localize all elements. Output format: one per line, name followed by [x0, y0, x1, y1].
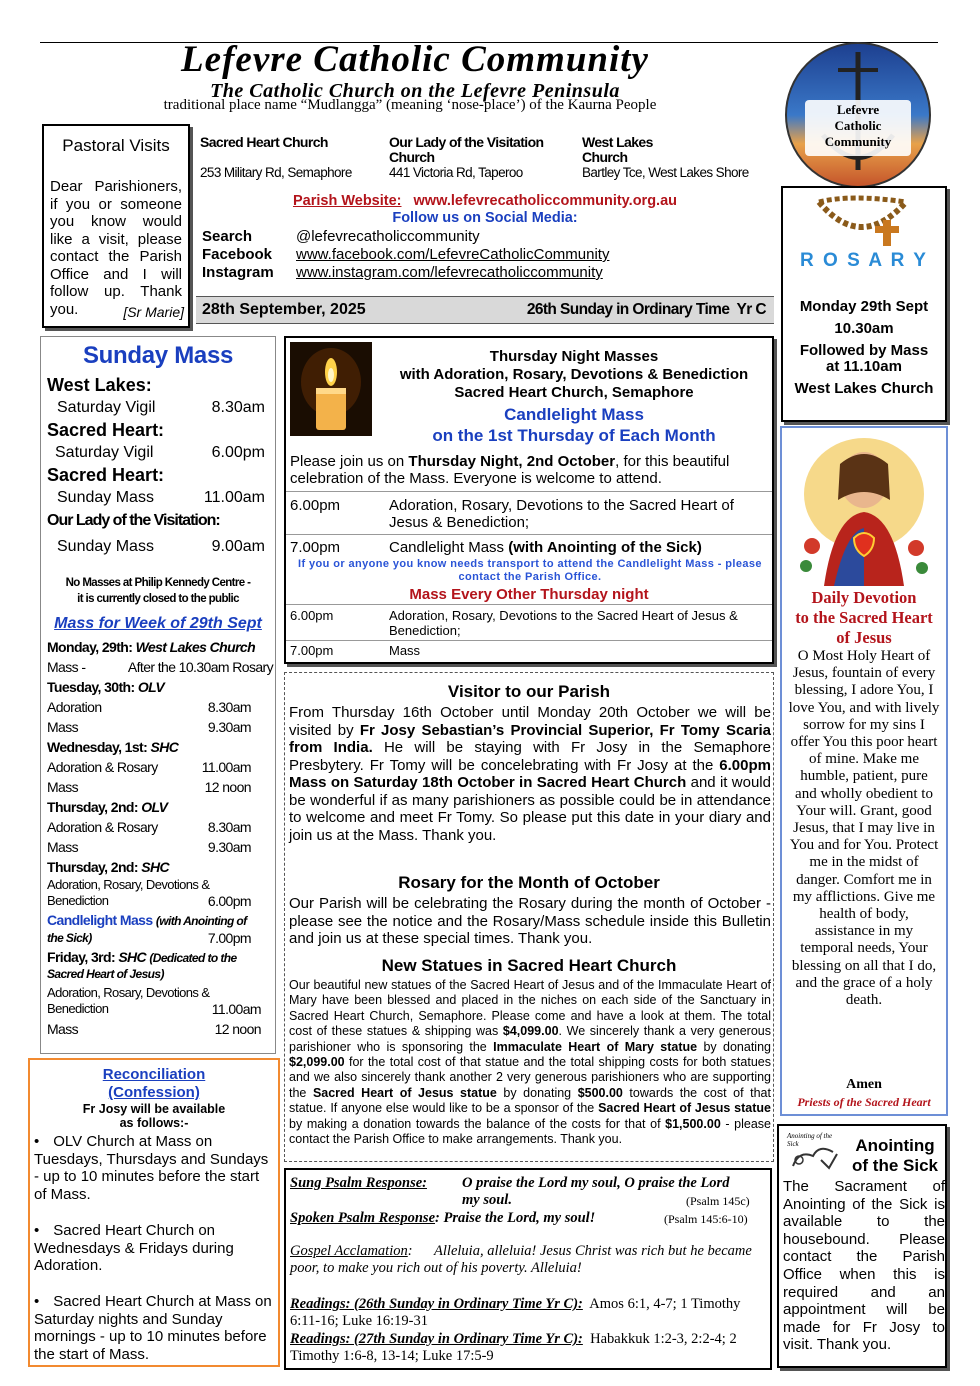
page-subtitle: The Catholic Church on the Lefevre Peninsula [210, 80, 620, 102]
week-row: Mass 9.30am [47, 839, 251, 855]
thu-time-3: 6.00pm [290, 608, 334, 623]
rosary-beads-icon [811, 192, 921, 252]
sacred-heart-image [794, 436, 934, 586]
anointing-body: The Sacrament of Anointing of the Sick is available to the housebound. Please contact the Parish Office when this is required and an appointment will be made for Fr Josy to visit. Thank you. [783, 1178, 945, 1354]
social-value-instagram[interactable]: www.instagram.com/lefevrecatholiccommunity [296, 264, 603, 281]
thu-every-other: Mass Every Other Thursday night [409, 586, 649, 603]
week-row: Adoration & Rosary 11.00am [47, 759, 251, 775]
week-row: Mass - After the 10.30am Rosary [47, 659, 273, 675]
week-row: Adoration, Rosary, Devotions & [47, 877, 210, 892]
week-title: Mass for Week of 29th Sept [54, 615, 262, 632]
thu-transport: If you or anyone you know needs transport to attend the Candlelight Mass - please contact the Parish Office. [298, 558, 762, 583]
reconciliation-avail-1: Fr Josy will be available [82, 1102, 226, 1116]
dateline-date: 28th September, 2025 [202, 301, 366, 318]
week-day-4: Thursday, 2nd: OLV [47, 799, 168, 815]
sunday-mass-title: Sunday Mass [82, 342, 234, 369]
statues-title: New Statues in Sacred Heart Church [381, 956, 677, 975]
reconciliation-item: • OLV Church at Mass on Tuesdays, Thursdays and Sundays - up to 10 minutes before the start of Mass. [34, 1133, 269, 1203]
week-row: Mass 12 noon [47, 1021, 261, 1037]
rosary-line-1: Monday 29th Sept [799, 298, 929, 315]
dateline-sunday: 26th Sunday in Ordinary Time Yr C [526, 301, 766, 318]
thu-sep-3 [286, 604, 772, 605]
sm-time-3: 11.00am [203, 489, 265, 506]
logo-word-2: Catholic [834, 118, 882, 133]
sung-psalm-row: Sung Psalm Response: O praise the Lord my soul, O praise the Lord [290, 1175, 730, 1191]
sm-place-4: Our Lady of the Visitation: [47, 512, 220, 529]
confession-title: (Confession) [108, 1084, 200, 1101]
reconciliation-item: • Sacred Heart Church at Mass on Saturday nights and Sunday mornings - up to 10 minutes before the start of Mass. [34, 1293, 272, 1363]
week-row: Mass 9.30am [47, 719, 251, 735]
thu-time-2: 7.00pm [290, 539, 341, 556]
rosary-title: R O S A R Y [800, 250, 928, 271]
sm-time-4: 9.00am [211, 538, 265, 555]
devotion-title-3: of Jesus [836, 628, 892, 647]
rosary-line-3: Followed by Mass [799, 342, 929, 359]
rosary-box [781, 186, 947, 422]
week-row: Adoration 8.30am [47, 699, 251, 715]
week-row: Adoration, Rosary, Devotions & [47, 985, 210, 1000]
social-value-search[interactable]: @lefevrecatholiccommunity [296, 228, 480, 245]
thu-desc-3: Adoration, Rosary, Devotions to the Sacred Heart of Jesus & Benediction; [389, 608, 738, 638]
rosary-line-2: 10.30am [834, 320, 894, 337]
sm-time-1: 8.30am [211, 399, 265, 416]
thu-h3: Sacred Heart Church, Semaphore [454, 384, 694, 401]
church-sacred-heart-addr: 253 Military Rd, Semaphore [200, 165, 352, 180]
thu-h1: Thursday Night Masses [489, 348, 659, 365]
week-day-5: Thursday, 2nd: SHC [47, 859, 169, 875]
church-olv-name: Our Lady of the Visitation Church [389, 134, 544, 165]
thu-time-1: 6.00pm [290, 497, 341, 514]
logo-word-1: Lefevre [836, 102, 880, 117]
sm-place-1: West Lakes: [47, 375, 152, 395]
devotion-title-2: to the Sacred Heart [795, 608, 933, 627]
readings-27: Readings: (27th Sunday in Ordinary Time Yr C): Habakkuk 1:2-3, 2:2-4; 2 Timothy 1:6-8, 13-14; Luke 17:5-9 [290, 1331, 741, 1364]
thu-sep-1 [286, 491, 772, 492]
reconciliation-box [28, 1058, 280, 1367]
week-day-6: Friday, 3rd: SHC (Dedicated to the [47, 949, 237, 965]
devotion-amen: Amen [846, 1077, 882, 1092]
reconciliation-item: • Sacred Heart Church on Wednesdays & Fridays during Adoration. [34, 1222, 234, 1274]
church-sacred-heart-name: Sacred Heart Church [200, 134, 328, 150]
statues-body: Our beautiful new statues of the Sacred Heart of Jesus and of the Immaculate Heart of Mary have been blessed and placed in the niches on each side of the Sanctuary in Sacred Heart Church, Semaphore. Please come and have a look at them. The total cost of these statues & shipping was $4,099.00. We sincerely thank a very generous parishioner who is sponsoring the Immaculate Heart of Mary statue by donating $2,099.00 for the total cost of that statue and the total shipping costs for both statues and we also sincerely thank another 2 very generous parishioners who are supporting the Sacred Heart of Jesus statue by donating $500.00 towards the cost of that statue. If anyone else would like to be a sponsor of the Sacred Heart of Jesus statue by making a donation towards the balance of the costs for that of $1,500.00 - please contact the Parish Office to make arrangements. Thank you. [289, 978, 771, 1147]
thursday-masses-box [284, 336, 774, 664]
page-tagline: traditional place name “Mudlangga” (meaning ‘nose-place’) of the Kaurna People [163, 97, 657, 113]
social-label-facebook: Facebook [202, 246, 273, 263]
thu-sep-2 [286, 534, 772, 535]
week-row: Sacred Heart of Jesus) [47, 967, 164, 981]
church-west-lakes-name: West Lakes Church [582, 134, 653, 165]
social-value-facebook[interactable]: www.facebook.com/LefevreCatholicCommunity [296, 246, 610, 263]
pastoral-visits-box [42, 124, 190, 328]
anointing-icon-text: Anointing of the Sick [787, 1132, 833, 1148]
week-day-2: Tuesday, 30th: OLV [47, 679, 165, 695]
pastoral-sign: [Sr Marie] [123, 304, 184, 320]
devotion-prayer: O Most Holy Heart of Jesus, fountain of every blessing, I adore You, I love You, and with lively sorrow for my sins I offer You this poor heart of mine. Make me humble, patient, pure and wholly obedient to Your will. Grant, good Jesus, that I may live in You and for You. Protect me in the midst of danger. Comfort me in my afflictions. Give me health of body, assistance in my temporal needs, Your blessing on all that I do, and the grace of a holy death. [788, 648, 940, 1009]
website-label: Parish Website: [292, 193, 402, 209]
sm-label-3: Sunday Mass [57, 489, 154, 506]
sm-place-3: Sacred Heart: [47, 465, 165, 485]
social-heading: Follow us on Social Media: [392, 210, 578, 226]
pastoral-title: Pastoral Visits [62, 136, 170, 155]
week-row: Benediction 11.00am [47, 1001, 261, 1017]
logo-word-3: Community [824, 134, 892, 149]
sm-note-1: No Masses at Philip Kennedy Centre - [65, 577, 251, 589]
sm-label-2: Saturday Vigil [55, 444, 154, 461]
church-west-lakes-addr: Bartley Tce, West Lakes Shore [582, 165, 749, 180]
readings-box [284, 1168, 772, 1370]
thu-desc-2: Candlelight Mass (with Anointing of the Sick) [389, 539, 702, 556]
dateline-bar [196, 296, 774, 324]
readings-26: Readings: (26th Sunday in Ordinary Time Yr C): Amos 6:1, 4-7; 1 Timothy 6:11-16; Luke 16:19-31 [290, 1296, 745, 1329]
page-title: Lefevre Catholic Community [181, 39, 649, 80]
social-label-search: Search [202, 228, 253, 245]
pastoral-body: Dear Parishioners, if you or someone you know would like a visit, please contact the Parish Office and I will follow up. Thank you. [50, 178, 182, 318]
devotion-credit: Priests of the Sacred Heart [797, 1095, 931, 1109]
notices-box [284, 672, 774, 1162]
gospel-acclamation: Gospel Acclamation: Alleluia, alleluia! Jesus Christ was rich but he became poor, to make you rich out of his poverty. Alleluia! [290, 1243, 756, 1276]
thu-desc-4: Mass [389, 643, 421, 658]
reconciliation-title: Reconciliation [102, 1066, 206, 1083]
spoken-psalm-row: Spoken Psalm Response: Praise the Lord, my soul! [290, 1210, 596, 1226]
anointing-title-2: of the Sick [852, 1156, 938, 1175]
church-olv-addr: 441 Victoria Rd, Taperoo [389, 165, 523, 180]
week-day-3: Wednesday, 1st: SHC [47, 739, 179, 755]
devotion-box [780, 426, 948, 1116]
week-day-1: Monday, 29th: West Lakes Church [47, 639, 256, 655]
october-title: Rosary for the Month of October [398, 873, 660, 892]
thu-h2: with Adoration, Rosary, Devotions & Benediction [399, 366, 749, 383]
sm-place-2: Sacred Heart: [47, 420, 165, 440]
thu-desc-1: Adoration, Rosary, Devotions to the Sacred Heart of Jesus & Benediction; [389, 497, 734, 531]
devotion-title-1: Daily Devotion [811, 588, 917, 607]
thu-candlelight: Candlelight Mass [504, 405, 644, 424]
anointing-box [777, 1124, 947, 1368]
visitor-body: From Thursday 16th October until Monday 20th October we will be visited by Fr Josy Sebastian’s Provincial Superior, Fr Tomy Scaria from India. He will be staying with Fr Josy in the Semaphore Presbytery. Fr Tomy will be concelebrating with Fr Josy at the 6.00pm Mass on Saturday 18th October in Sacred Heart Church and it would be wonderful if as many parishioners as possible could be in attendance to welcome and meet Fr Tomy. So please put this date in your diary and join us at the Mass. Thank you. [289, 704, 771, 844]
october-body: Our Parish will be celebrating the Rosary during the month of October - please see the notice and the Rosary/Mass schedule inside this Bulletin and join us at these special times. Thank you. [289, 895, 771, 947]
social-label-instagram: Instagram [202, 264, 274, 281]
sm-time-2: 6.00pm [211, 444, 265, 461]
thu-sep-4 [286, 640, 772, 641]
sunday-mass-box [40, 336, 276, 1054]
week-row: the Sick) 7.00pm [47, 930, 251, 946]
thu-intro: Please join us on Thursday Night, 2nd October, for this beautiful celebration of the Mass. Everyone is welcome to attend. [290, 453, 730, 487]
website-row [200, 193, 770, 209]
week-row: Benediction 6.00pm [47, 893, 251, 909]
week-row: Candlelight Mass (with Anointing of [47, 912, 247, 928]
candle-icon [290, 342, 372, 436]
spoken-psalm-ref: (Psalm 145:6-10) [664, 1212, 748, 1226]
reconciliation-avail-2: as follows:- [119, 1116, 189, 1130]
sung-psalm-ref: (Psalm 145c) [686, 1194, 750, 1208]
week-row: Adoration & Rosary 8.30am [47, 819, 251, 835]
sung-psalm-cont: my soul. [462, 1192, 512, 1208]
thu-time-4: 7.00pm [290, 643, 334, 658]
sm-note-2: it is currently closed to the public [77, 593, 239, 605]
week-schedule [47, 637, 271, 1039]
rosary-line-5: West Lakes Church [794, 380, 934, 397]
sm-label-1: Saturday Vigil [57, 399, 156, 416]
week-row: Mass 12 noon [47, 779, 251, 795]
sm-label-4: Sunday Mass [57, 538, 154, 555]
thu-first-thursday: on the 1st Thursday of Each Month [432, 426, 716, 445]
anointing-title-1: Anointing [855, 1136, 935, 1155]
visitor-title: Visitor to our Parish [447, 682, 611, 701]
rosary-line-4: at 11.10am [826, 358, 902, 375]
website-url[interactable]: www.lefevrecatholiccommunity.org.au [413, 193, 678, 209]
